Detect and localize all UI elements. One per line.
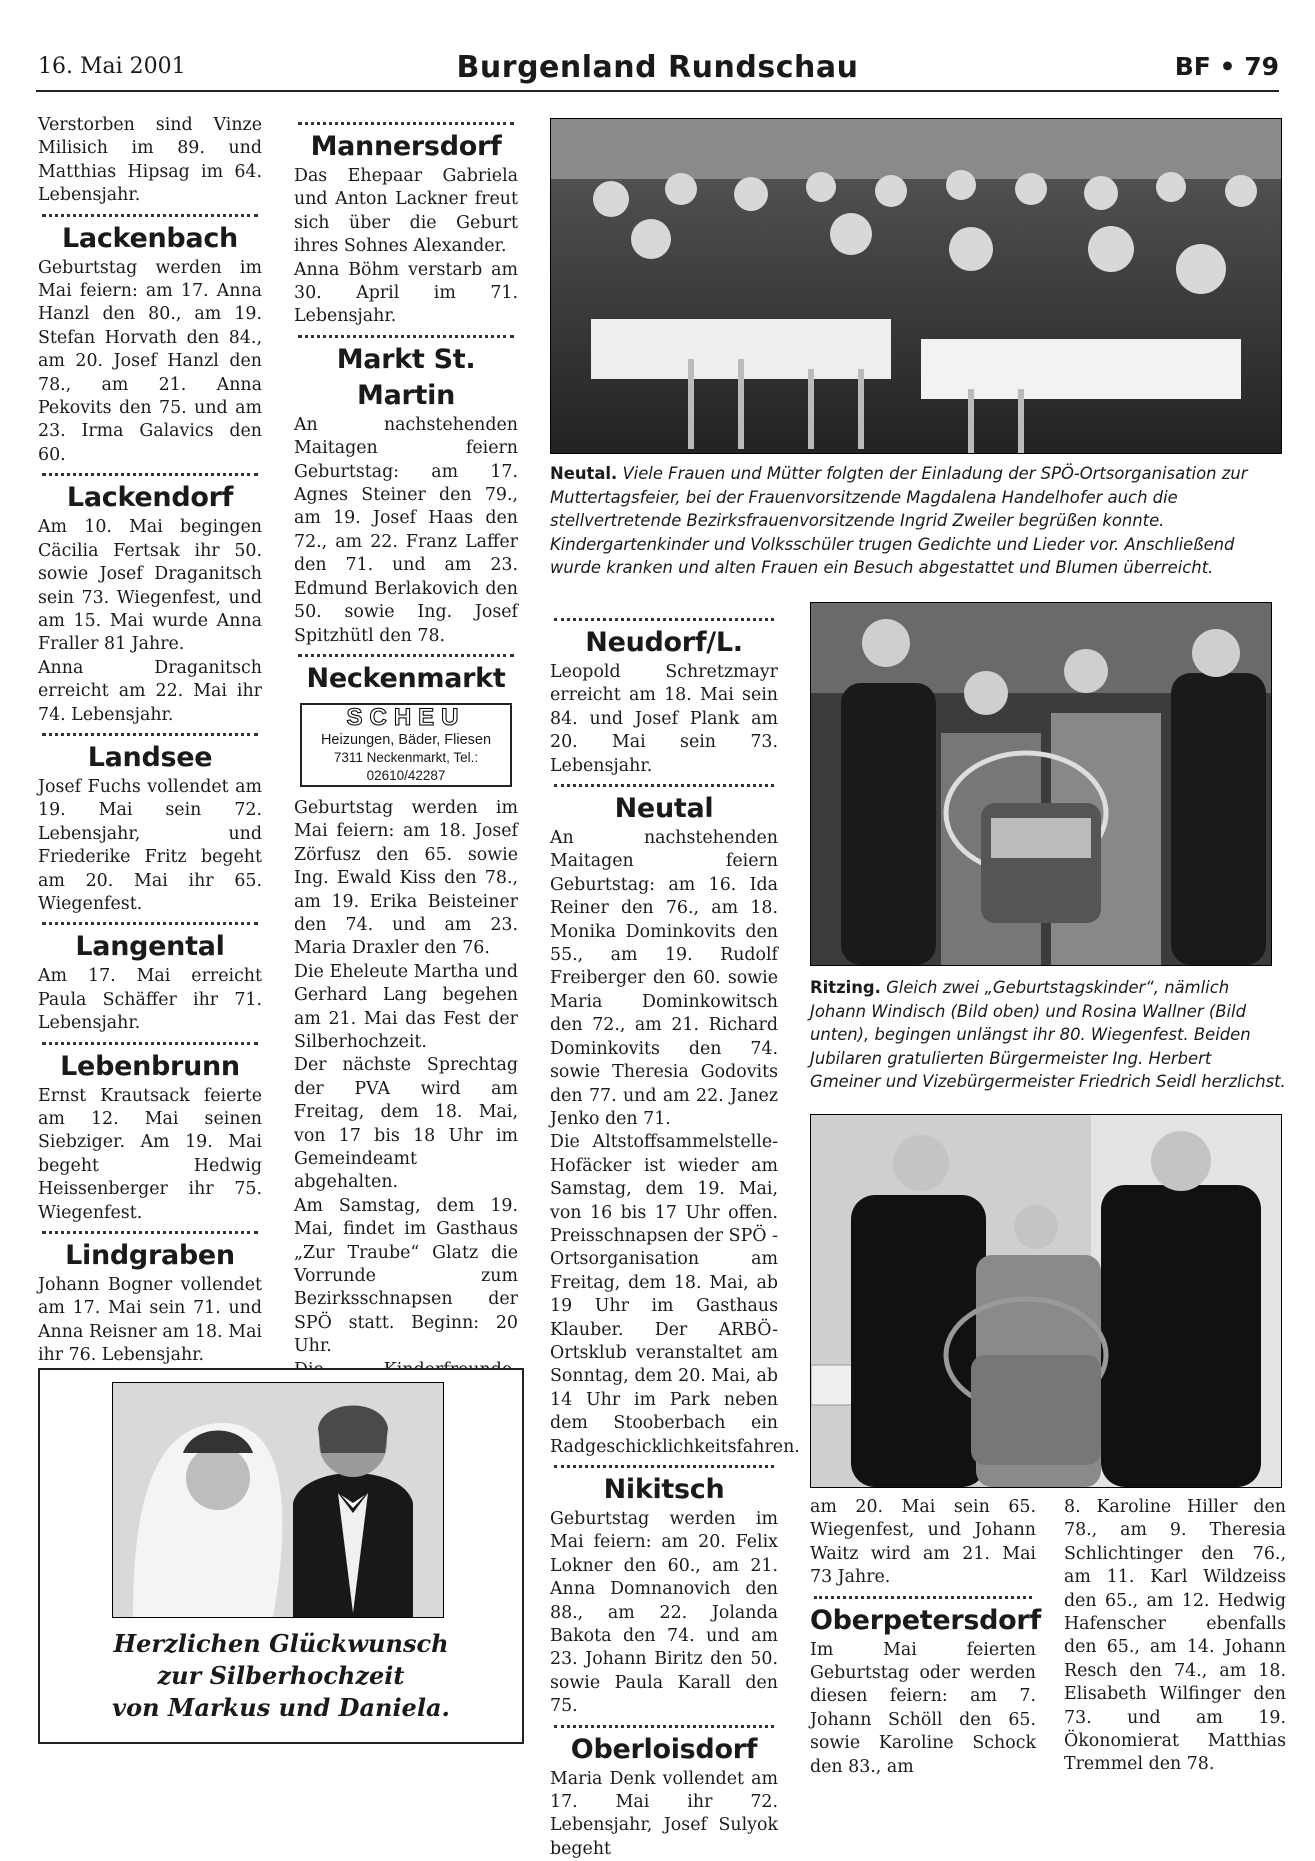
section-text: Anna Böhm verstarb am 30. April im 71. Lebensjahr. [294, 259, 518, 327]
column-5 [1064, 1496, 1286, 1777]
dotted-divider [298, 654, 514, 657]
continued-text: am 20. Mai sein 65. Wiegenfest, und Johann Waitz wird am 21. Mai 73 Jahre. [810, 1497, 1036, 1588]
column-1 [38, 114, 262, 1463]
section-oberpetersdorf [810, 1603, 1041, 1779]
section-title: Lackendorf [66, 482, 234, 514]
photo-image [113, 1383, 443, 1617]
caption-place: Ritzing. [810, 978, 881, 997]
section-text: An nachstehenden Maitagen feiern Geburtstag: am 17. Agnes Steiner den 79., am 19. Josef Haas den 72., am 22. Franz Laffer den 71. und am 23. Edmund Berlakovich den 50. sowie Ing. Josef Spitzhütl den 78. [294, 414, 518, 646]
silver-wedding-box [38, 1368, 524, 1744]
section-text: Am 17. Mai erreicht Paula Schäffer ihr 71. Lebensjahr. [38, 966, 262, 1034]
section-text: Im Mai feierten Geburtstag oder werden diesen feiern: am 7. Johann Schöll den 65. sowie Karoline Schock den 83., am [810, 1639, 1036, 1777]
photo-muttertagsfeier [550, 118, 1282, 454]
section-title: Mannersdorf [310, 131, 502, 162]
section-text: Ernst Krautsack feierte am 12. Mai seinen Siebziger. Am 19. Mai begeht Hedwig Heissenberger ihr 75. Wiegenfest. [38, 1085, 262, 1223]
section-neudorf [550, 625, 778, 778]
section-title: Neudorf/L. [585, 627, 743, 658]
section-title: Neutal [614, 793, 714, 825]
section-lackenbach [38, 221, 262, 468]
dotted-divider [42, 214, 258, 217]
section-text: Am Samstag, dem 19. Mai, findet im Gasthaus „Zur Traube“ Glatz die Vorrunde zum Bezirksschnapsen der SPÖ statt. Beginn: 20 Uhr. [294, 1195, 518, 1357]
section-text: Maria Denk vollendet am 17. Mai ihr 72. Lebensjahr, Josef Sulyok begeht [550, 1768, 778, 1859]
section-title: Markt St. Martin [336, 343, 476, 411]
section-text: Das Ehepaar Gabriela und Anton Lackner freut sich über die Geburt ihres Sohnes Alexander. [294, 166, 518, 257]
section-landsee [38, 740, 262, 916]
section-text: Am 10. Mai begingen Cäcilia Fertsak ihr 50. sowie Josef Draganitsch sein 73. Wiegenfest, und am 15. Mai wurde Anna Fraller 81 Jahre. [38, 517, 262, 655]
section-lindgraben [38, 1238, 262, 1368]
ad-line: 7311 Neckenmarkt, Tel.: 02610/42287 [333, 749, 479, 783]
section-text: Leopold Schretzmayr erreicht am 18. Mai sein 84. und Josef Plank am 20. Mai sein 73. Lebensjahr. [550, 662, 778, 776]
section-title: Lackenbach [62, 222, 238, 254]
section-text: Geburtstag werden im Mai feiern: am 18. Josef Zörfusz den 65. sowie Ing. Ewald Kiss den 78., am 19. Erika Beisteiner den 74. und am 23. Maria Draxler den 76. [294, 797, 518, 959]
dotted-divider [42, 1042, 258, 1045]
section-nikitsch [550, 1472, 778, 1719]
section-title: Oberloisdorf [570, 1733, 758, 1765]
photo-image [811, 603, 1271, 965]
section-title: Langental [75, 931, 225, 963]
dotted-divider [554, 1725, 774, 1728]
column-4 [810, 1496, 1041, 1779]
section-text: Anna Draganitsch erreicht am 22. Mai ihr 74. Lebensjahr. [38, 657, 262, 725]
caption-text: Viele Frauen und Mütter folgten der Einladung der SPÖ-Ortsorganisation zur Muttertagsfeier, bei der Frauenvorsitzende Magdalena Handelhofer auch die stellvertretende Bezirksfrauenvorsitzende Ingrid Zweiler begrüßen konnte. Kindergartenkinder und Volksschüler trugen Gedichte und Lieder vor. Anschließend wurde kranken und alten Frauen ein Besuch abgestattet und Blumen überreicht. [550, 464, 1248, 577]
greeting-line-3: von Markus und Daniela. [112, 1693, 450, 1722]
section-title: Oberpetersdorf [810, 1604, 1041, 1636]
dotted-divider [814, 1596, 1032, 1599]
photo-image [551, 119, 1281, 453]
photo-windisch [810, 602, 1272, 966]
dotted-divider [42, 473, 258, 476]
section-text: Johann Bogner vollendet am 17. Mai sein 71. und Anna Reisner am 18. Mai ihr 76. Lebensjahr. [38, 1275, 262, 1366]
section-text: An nachstehenden Maitagen feiern Geburtstag: am 16. Ida Reiner den 76., am 18. Monika Dominkovits den 55., am 19. Rudolf Freiberger den 60. sowie Maria Dominkowitsch den 72., am 21. Richard Dominkovits den 74. sowie Theresia Godovits den 77. und am 22. Janez Jenko den 71. [550, 828, 778, 1129]
intro-text: Verstorben sind Vinze Milisich im 89. und Matthias Hipsag im 64. Lebensjahr. [38, 115, 262, 206]
column-3 [550, 612, 800, 1861]
section-oberloisdorf [550, 1732, 778, 1861]
newspaper-title: Burgenland Rundschau [456, 50, 859, 85]
photo-wallner [810, 1114, 1282, 1488]
dotted-divider [554, 618, 774, 621]
dotted-divider [298, 335, 514, 338]
dotted-divider [298, 122, 514, 125]
section-title: Landsee [87, 741, 213, 773]
photo-caption-neutal [550, 462, 1282, 580]
column-2 [294, 114, 518, 1499]
section-title: Lindgraben [65, 1240, 235, 1272]
section-title: Lebenbrunn [60, 1050, 240, 1082]
continued-text: 8. Karoline Hiller den 78., am 9. Theresia Schlichtinger den 76., am 11. Karl Wildzeiss den 65., am 12. Hedwig Hafenscher ebenfalls den 65., am 14. Johann Resch den 74., am 18. Elisabeth Wilfinger den 73. und am 19. Ökonomierat Matthias Tremmel den 78. [1064, 1497, 1286, 1775]
header-rule [36, 90, 1279, 92]
dotted-divider [554, 1465, 774, 1468]
dotted-divider [42, 733, 258, 736]
photo-caption-ritzing [810, 976, 1286, 1094]
section-langental [38, 929, 262, 1035]
section-text: Die Eheleute Martha und Gerhard Lang begehen am 21. Mai das Fest der Silberhochzeit. [294, 961, 518, 1052]
section-text: Die Altstoffsammelstelle-Hofäcker ist wieder am Samstag, dem 19. Mai, von 16 bis 17 Uhr offen. Preisschnapsen der SPÖ - Ortsorganisation am Freitag, dem 18. Mai, ab 19 Uhr im Gasthaus Klauber. Der ARBÖ-Ortsklub veranstaltet am Sonntag, dem 20. Mai, ab 14 Uhr im Park neben dem Stooberbach ein Radgeschicklichkeitsfahren. [550, 1132, 800, 1457]
section-text: Geburtstag werden im Mai feiern: am 20. Felix Lokner den 60., am 21. Anna Domnanovich den 88., am 22. Jolanda Bakota den 74. und am 23. Johann Biritz den 50. sowie Paula Karall den 75. [550, 1509, 778, 1717]
greeting-line-2: zur Silberhochzeit [157, 1661, 405, 1690]
section-title: Nikitsch [603, 1474, 725, 1505]
section-neutal [550, 791, 800, 1459]
greeting-line-1: Herzlichen Glückwunsch [113, 1629, 449, 1658]
dotted-divider [42, 922, 258, 925]
section-lackendorf [38, 480, 262, 727]
ad-line: Heizungen, Bäder, Fliesen [320, 731, 492, 748]
section-text: Josef Fuchs vollendet am 19. Mai sein 72. Lebensjahr, und Friederike Fritz begeht am 20. Mai ihr 65. Wiegenfest. [38, 776, 262, 914]
caption-place: Neutal. [550, 464, 618, 483]
issue-date: 16. Mai 2001 [38, 54, 186, 79]
section-lebenbrunn [38, 1049, 262, 1225]
section-title: Neckenmarkt [306, 662, 506, 694]
advertisement-scheu [300, 703, 512, 787]
section-text: Der nächste Sprechtag der PVA wird am Freitag, dem 18. Mai, von 17 bis 18 Uhr im Gemeindeamt abgehalten. [294, 1055, 518, 1193]
wedding-photo [112, 1382, 444, 1618]
section-text: Geburtstag werden im Mai feiern: am 17. Anna Hanzl den 80., am 19. Stefan Horvath den 84., am 20. Josef Hanzl den 78., am 21. Anna Pekovits den 75. und am 23. Irma Galavics den 60. [38, 257, 262, 465]
dotted-divider [554, 784, 774, 787]
dotted-divider [42, 1231, 258, 1234]
section-markt-st-martin [294, 342, 518, 648]
photo-image [811, 1115, 1281, 1487]
section-mannersdorf [294, 129, 518, 329]
caption-text: Gleich zwei „Geburtstagskinder“, nämlich Johann Windisch (Bild oben) und Rosina Wallner (Bild unten), begingen unlängst ihr 80. Wiegenfest. Beiden Jubilaren gratulierten Bürgermeister Ing. Herbert Gmeiner und Vizebürgermeister Friedrich Seidl herzlichst. [810, 978, 1286, 1091]
ad-brand: SCHEU [302, 705, 510, 731]
page-number: BF • 79 [1174, 52, 1279, 81]
